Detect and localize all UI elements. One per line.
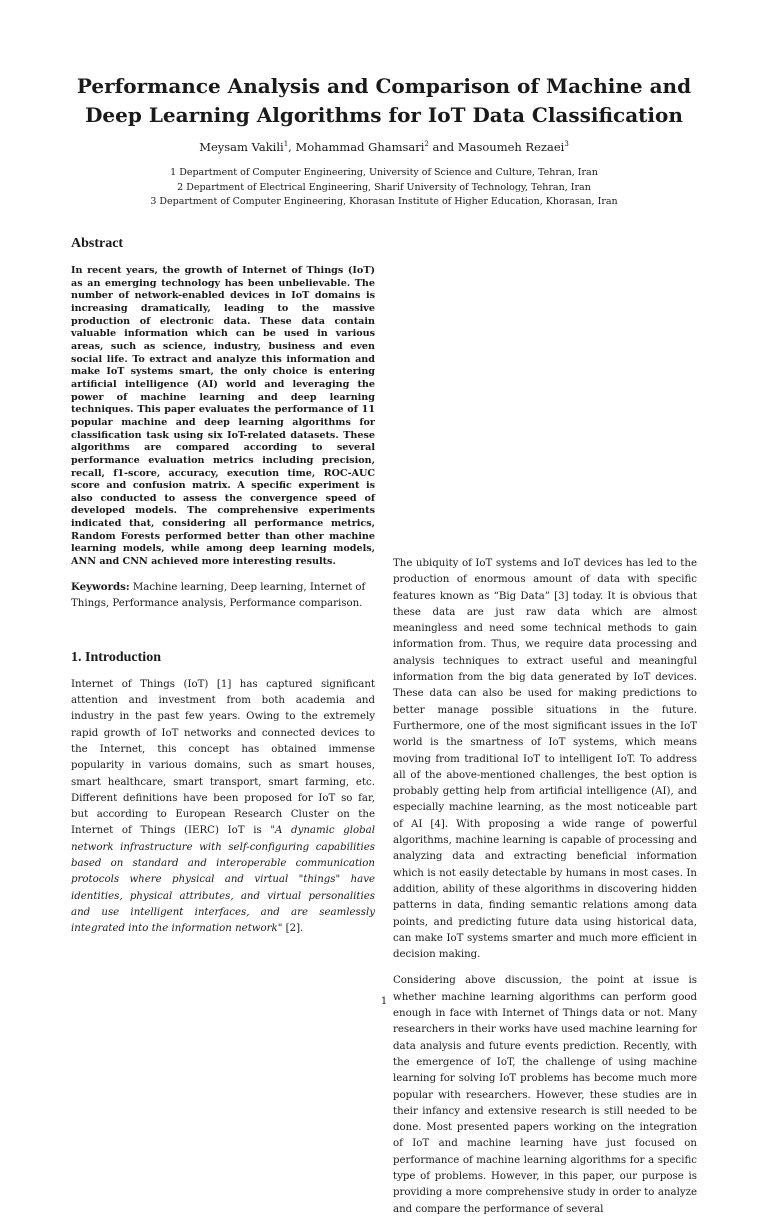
- left-column: [71, 236, 375, 938]
- page-number: 1: [380, 996, 388, 1007]
- author-separator: ,: [288, 140, 296, 154]
- affiliation: 1 Department of Computer Engineering, University of Science and Culture, Tehran, Iran: [170, 167, 598, 178]
- intro-citation: " [2].: [277, 923, 304, 935]
- intro-paragraph-1: [71, 677, 375, 938]
- introduction-heading: 1. Introduction: [71, 649, 161, 665]
- author-affiliation-mark: 2: [424, 140, 429, 149]
- author-name: Meysam Vakili: [199, 140, 284, 154]
- keywords-label: Keywords:: [71, 580, 130, 593]
- author-affiliation-mark: 3: [564, 140, 569, 149]
- keywords: [71, 579, 375, 612]
- author-separator: and: [428, 140, 458, 154]
- abstract-heading: Abstract: [71, 236, 124, 251]
- affiliation: 2 Department of Electrical Engineering, Sharif University of Technology, Tehran, Iran: [177, 181, 591, 193]
- abstract-text: In recent years, the growth of Internet of Things (IoT) as an emerging technology has been unbelievable. The number of network-enabled devices in IoT domains is increasing dramatically, leading to the massive production of electronic data. These data contain valuable information which can be used in various areas, such as science, industry, business and even social life. To extract and analyze this information and make IoT systems smart, the only choice is entering artificial intelligence (AI) world and leveraging the power of machine learning and deep learning techniques. This paper evaluates the performance of 11 popular machine and deep learning algorithms for classification task using six IoT-related datasets. These algorithms are compared according to several performance evaluation metrics including precision, recall, f1-score, accuracy, execution time, ROC-AUC score and confusion matrix. A specific experiment is also conducted to assess the convergence speed of developed models. The comprehensive experiments indicated that, considering all performance metrics, Random Forests performed better than other machine learning models, while among deep learning models, ANN and CNN achieved more interesting results.: [71, 265, 375, 568]
- author-affiliation-mark: 1: [283, 140, 289, 149]
- affiliation: 3 Department of Computer Engineering, Khorasan Institute of Higher Education, Khorasan, Iran: [150, 196, 618, 207]
- author-list: [60, 140, 708, 154]
- author-name: Masoumeh Rezaei: [457, 140, 565, 154]
- paper-title: Performance Analysis and Comparison of Machine and Deep Learning Algorithms for IoT Data Classification: [76, 74, 692, 127]
- affiliation-list: [60, 166, 708, 210]
- right-column: [393, 236, 697, 1218]
- intro-paragraph-3: Considering above discussion, the point at issue is whether machine learning algorithms can perform good enough in face with Internet of Things data or not. Many researchers in their works have used machine learning for data analysis and future events prediction. Recently, with the emergence of IoT, the challenge of using machine learning for solving IoT problems has become much more popular with researchers. However, these studies are in their infancy and extensive research is still needed to be done. Most presented papers working on the integration of IoT and machine learning have just focused on performance of machine learning algorithms for a specific type of problems. However, in this paper, our purpose is providing a more comprehensive study in order to analyze and compare the performance of several: [393, 975, 697, 1215]
- intro-paragraph-2: The ubiquity of IoT systems and IoT devices has led to the production of enormous amount of data with specific features known as “Big Data” [3] today. It is obvious that these data are just raw data which are almost meaningless and need some technical methods to gain information from. Thus, we require data processing and analysis techniques to extract useful and meaningful information from the big data generated by IoT devices. These data can also be used for making predictions to better manage possible situations in the future. Furthermore, one of the most significant issues in the IoT world is the smartness of IoT systems, which means moving from traditional IoT to intelligent IoT. To address all of the above-mentioned challenges, the best option is probably getting help from artificial intelligence (AI), and especially machine learning, as the most noticeable part of AI [4]. With proposing a wide range of powerful algorithms, machine learning is capable of processing and analyzing data and extracting beneficial information which is not easily detectable by humans in most cases. In addition, ability of these algorithms in discovering hidden patterns in data, finding semantic relations among data points, and predicting future data using historical data, can make IoT systems smarter and much more efficient in decision making.: [393, 558, 697, 961]
- iot-definition-quote: A dynamic global network infrastructure with self-configuring capabilities based on standard and interoperable communication protocols where physical and virtual "things" have identities, physical attributes, and virtual personalities and use intelligent interfaces, and are seamlessly integrated into the information network: [71, 825, 375, 935]
- author-name: Mohammad Ghamsari: [295, 140, 425, 154]
- keywords-text: Machine learning, Deep learning, Internet of Things, Performance analysis, Performance comparison.: [71, 581, 366, 609]
- intro-text: Internet of Things (IoT) [1] has captured significant attention and investment from both academia and industry in the past few years. Owing to the extremely rapid growth of IoT networks and connected devices to the Internet, this concept has obtained immense popularity in various domains, such as smart houses, smart healthcare, smart transport, smart farming, etc. Different definitions have been proposed for IoT so far, but according to European Research Cluster on the Internet of Things (IERC) IoT is ": [71, 678, 375, 837]
